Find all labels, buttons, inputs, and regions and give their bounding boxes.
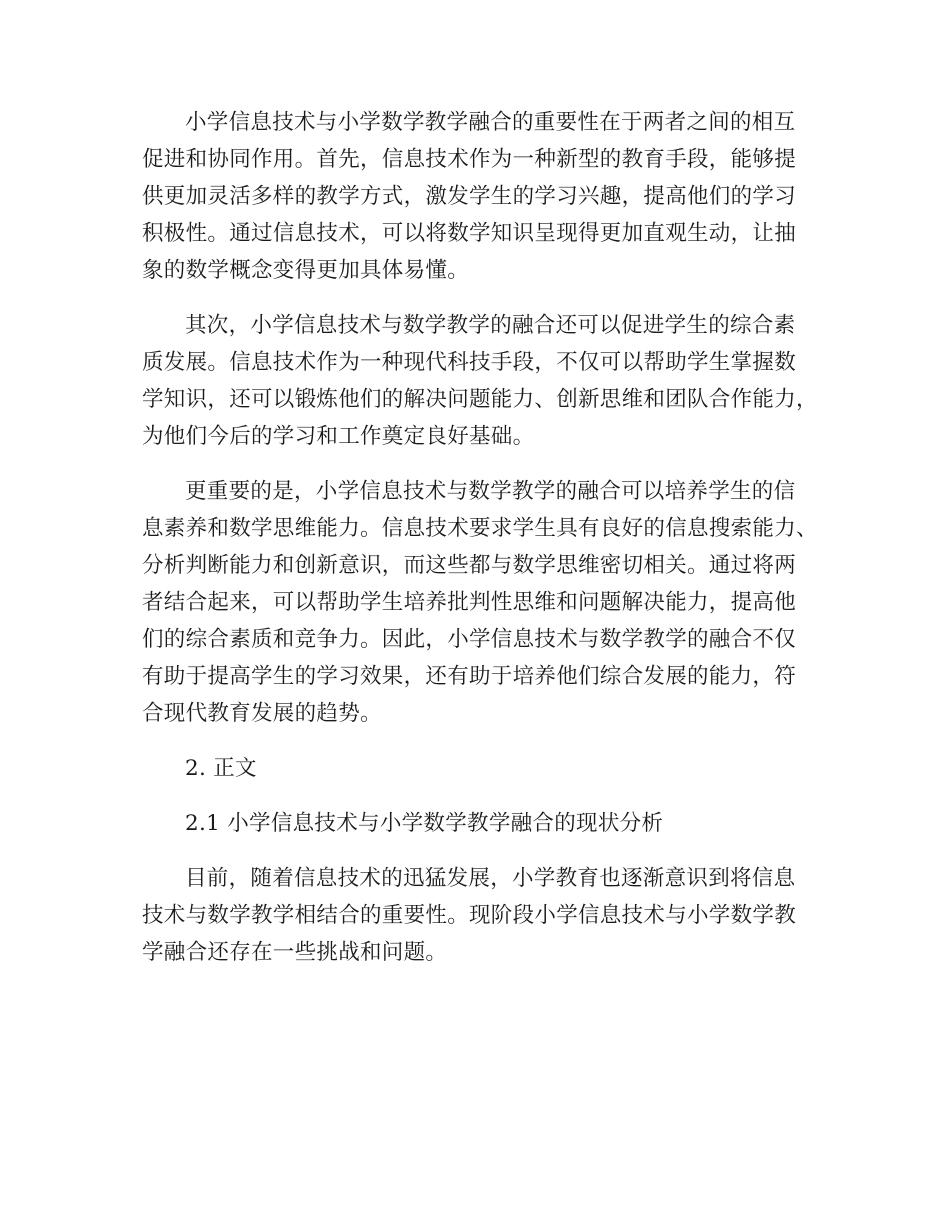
text-line: 为他们今后的学习和工作奠定良好基础。	[142, 424, 535, 449]
text-line: 者结合起来，可以帮助学生培养批判性思维和问题解决能力，提高他	[142, 590, 797, 615]
text-line: 分析判断能力和创新意识，而这些都与数学思维密切相关。通过将两	[142, 553, 797, 578]
text-line: 学融合还存在一些挑战和问题。	[142, 940, 448, 965]
text-line: 有助于提高学生的学习效果，还有助于培养他们综合发展的能力，符	[142, 664, 797, 689]
section-heading	[142, 750, 832, 787]
paragraph-importance	[142, 104, 832, 289]
document-body	[142, 104, 832, 971]
paragraph-gap	[142, 732, 832, 750]
paragraph-gap	[142, 289, 832, 307]
text-line: 促进和协同作用。首先，信息技术作为一种新型的教育手段，能够提	[142, 147, 797, 172]
text-line: 供更加灵活多样的教学方式，激发学生的学习兴趣，提高他们的学习	[142, 184, 797, 209]
text-line: 其次，小学信息技术与数学教学的融合还可以促进学生的综合素	[185, 313, 796, 338]
subsection-heading	[142, 805, 832, 842]
paragraph-more-importantly	[142, 473, 832, 732]
text-line: 积极性。通过信息技术，可以将数学知识呈现得更加直观生动，让抽	[142, 221, 797, 246]
paragraph-gap	[142, 842, 832, 860]
text-line: 学知识，还可以锻炼他们的解决问题能力、创新思维和团队合作能力，	[142, 387, 818, 412]
paragraph-secondly	[142, 307, 832, 455]
text-line: 们的综合素质和竞争力。因此，小学信息技术与数学教学的融合不仅	[142, 627, 797, 652]
paragraph-gap	[142, 455, 832, 473]
text-line: 息素养和数学思维能力。信息技术要求学生具有良好的信息搜索能力、	[142, 516, 818, 541]
text-line: 小学信息技术与小学数学教学融合的重要性在于两者之间的相互	[185, 110, 796, 135]
text-line: 更重要的是，小学信息技术与数学教学的融合可以培养学生的信	[185, 479, 796, 504]
text-line: 质发展。信息技术作为一种现代科技手段，不仅可以帮助学生掌握数	[142, 350, 797, 375]
paragraph-current-status	[142, 860, 832, 971]
subsection-heading-text: 2.1 小学信息技术与小学数学教学融合的现状分析	[185, 811, 664, 836]
text-line: 技术与数学教学相结合的重要性。现阶段小学信息技术与小学数学教	[142, 903, 797, 928]
section-heading-text: 2. 正文	[185, 756, 257, 781]
text-line: 合现代教育发展的趋势。	[142, 701, 382, 726]
text-line: 目前，随着信息技术的迅猛发展，小学教育也逐渐意识到将信息	[185, 866, 796, 891]
text-line: 象的数学概念变得更加具体易懂。	[142, 258, 470, 283]
paragraph-gap	[142, 787, 832, 805]
